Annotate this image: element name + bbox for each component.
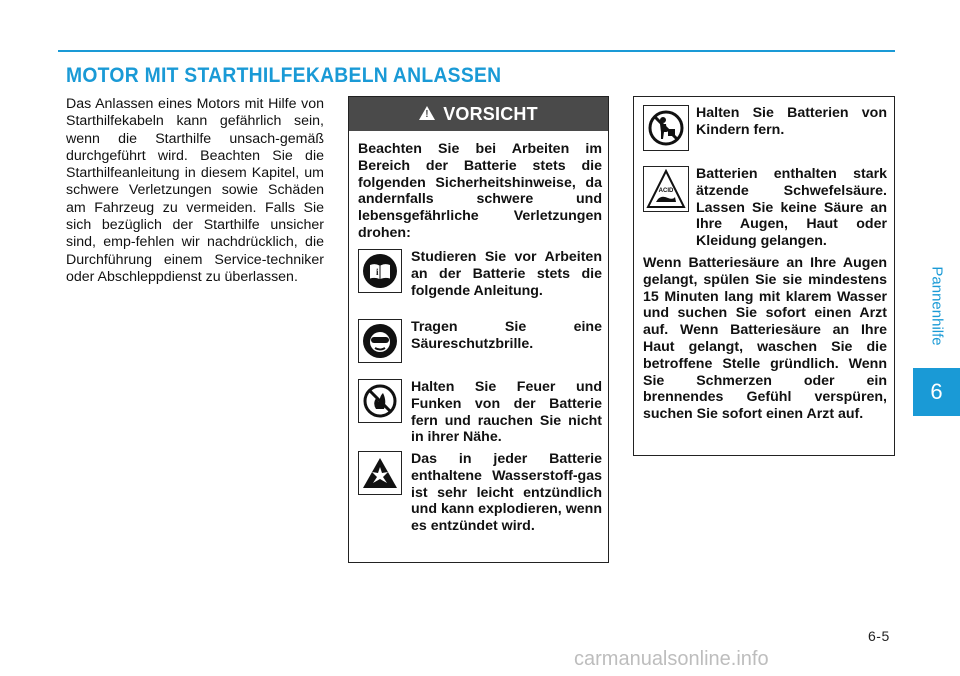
battery-acid-icon [643,166,689,212]
intro-paragraph: Das Anlassen eines Motors mit Hilfe von Starthilfekabeln kann gefährlich sein, wenn die Starthilfe unsach-gemäß durchgeführt wird. Beachten Sie die Starthilfeanleitung in diesem Kapitel, um schwere Verletzungen sowie Schäden am Fahrzeug zu vermeiden. Falls Sie sich bezüglich der Starthilfe unsicher sind, emp-fehlen wir nachdrücklich, die Durchführung einem Service-techniker oder Abschleppdienst zu überlassen. [66,96,324,285]
header-rule [58,50,895,52]
caution-heading: VORSICHT [443,103,538,124]
explosion-warning-icon [358,451,402,495]
caution-header [349,97,608,131]
warning-triangle-icon [419,106,435,120]
section-label: Pannenhilfe [928,266,946,346]
caution-intro: Beachten Sie bei Arbeiten im Bereich der Batterie stets die folgenden Sicherheitshinweise, da andernfalls schwere und lebensgefährliche Verletzungen drohen: [358,141,602,241]
manual-book-icon [358,249,402,293]
battery-acid-label: ACID [658,188,674,194]
section-tab-label [913,250,960,362]
svg-text:i: i [376,267,379,277]
caution-item-text: Das in jeder Batterie enthaltene Wasserstoff-gas ist sehr leicht entzündlich und kann explodieren, wenn es entzündet wird. [411,451,602,535]
warning-item-text: Halten Sie Batterien von Kindern fern. [696,105,887,138]
watermark: carmanualsonline.info [574,648,769,670]
acid-first-aid-paragraph: Wenn Batteriesäure an Ihre Augen gelangt, spülen Sie sie mindestens 15 Minuten lang mit klarem Wasser und suchen Sie sofort einen Arzt auf. Wenn Batteriesäure an Ihre Haut gelangt, waschen Sie die betroffene Stelle gründlich. Wenn Sie Schmerzen oder ein brennendes Gefühl verspüren, suchen Sie sofort einen Arzt auf. [643,255,887,423]
caution-item-text: Tragen Sie eine Säureschutzbrille. [411,319,602,352]
battery-warning-box [633,96,895,456]
page-title: MOTOR MIT STARTHILFEKABELN ANLASSEN [66,64,502,87]
keep-away-children-icon [643,105,689,151]
no-fire-icon [358,379,402,423]
chapter-tab: 6 [913,368,960,416]
page-number: 6-5 [868,628,890,644]
caution-item-text: Studieren Sie vor Arbeiten an der Batterie stets die folgende Anleitung. [411,249,602,299]
caution-box [348,96,609,563]
safety-goggles-icon [358,319,402,363]
warning-item-text: Batterien enthalten stark ätzende Schwefelsäure. Lassen Sie keine Säure an Ihre Augen, Haut oder Kleidung gelangen. [696,166,887,250]
caution-item-text: Halten Sie Feuer und Funken von der Batterie fern und rauchen Sie nicht in ihrer Nähe. [411,379,602,446]
